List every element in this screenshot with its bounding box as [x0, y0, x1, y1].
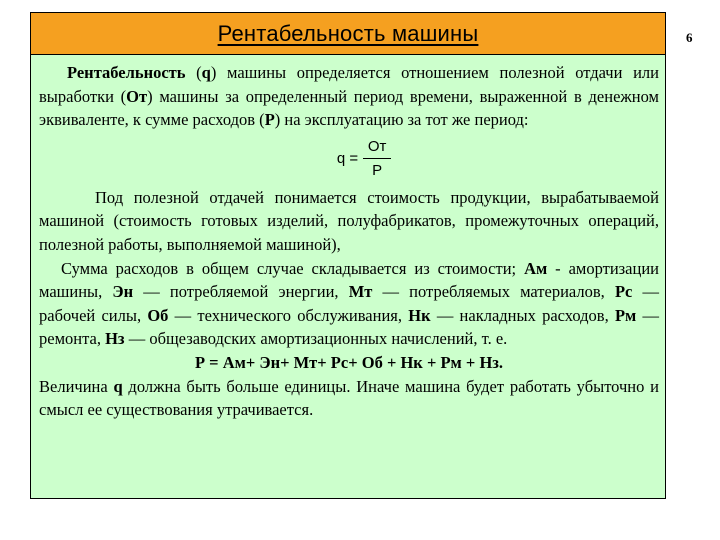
page-number: 6: [686, 30, 693, 45]
symbol-q-conclusion: q: [113, 376, 123, 396]
symbol-p: Р: [264, 110, 275, 130]
term-profitability: Рентабельность: [67, 63, 186, 82]
slide-title: Рентабельность машины: [217, 20, 479, 46]
profitability-formula: [69, 132, 659, 186]
formula-numerator: От: [367, 137, 387, 155]
formula-lhs: q =: [336, 149, 359, 167]
conclusion-paragraph: Величина q должна быть больше единицы. Иначе машина будет работать убыточно и смысл ее существования утрачивается.: [39, 376, 659, 420]
expenses-formula: Р = Ам+ Эн+ Мт+ Рс+ Об + Нк + Рм + Нз.: [194, 352, 504, 372]
symbol-q: q: [201, 63, 211, 82]
formula-fraction: [363, 135, 391, 183]
title-bar: [31, 13, 665, 55]
slide-content: [39, 61, 659, 422]
formula-denominator: Р: [363, 158, 391, 183]
expenses-paragraph: Сумма расходов в общем случае складывается из стоимости; Ам - амортизации машины, Эн — потребляемой энергии, Мт — потребляемых материалов, Рс — рабочей силы, Об — технического обслуживания, Нк — накладных расходов, Рм — ремонта, Нз — общезаводских амортизационных начислений, т. е.: [39, 258, 660, 349]
definition-paragraph: Рентабельность (q) машины определяется отношением полезной отдачи или выработки (От) машины за определенный период времени, выраженной в денежном эквиваленте, к сумме расходов (Р) на эксплуатацию за тот же период:: [39, 63, 659, 130]
useful-output-paragraph: Под полезной отдачей понимается стоимость продукции, вырабатываемой машиной (стоимость готовых изделий, полуфабрикатов, промежуточных операций, полезной работы, выполняемой машиной),: [39, 187, 659, 254]
symbol-ot: От: [126, 86, 148, 106]
slide-box: [30, 12, 666, 499]
